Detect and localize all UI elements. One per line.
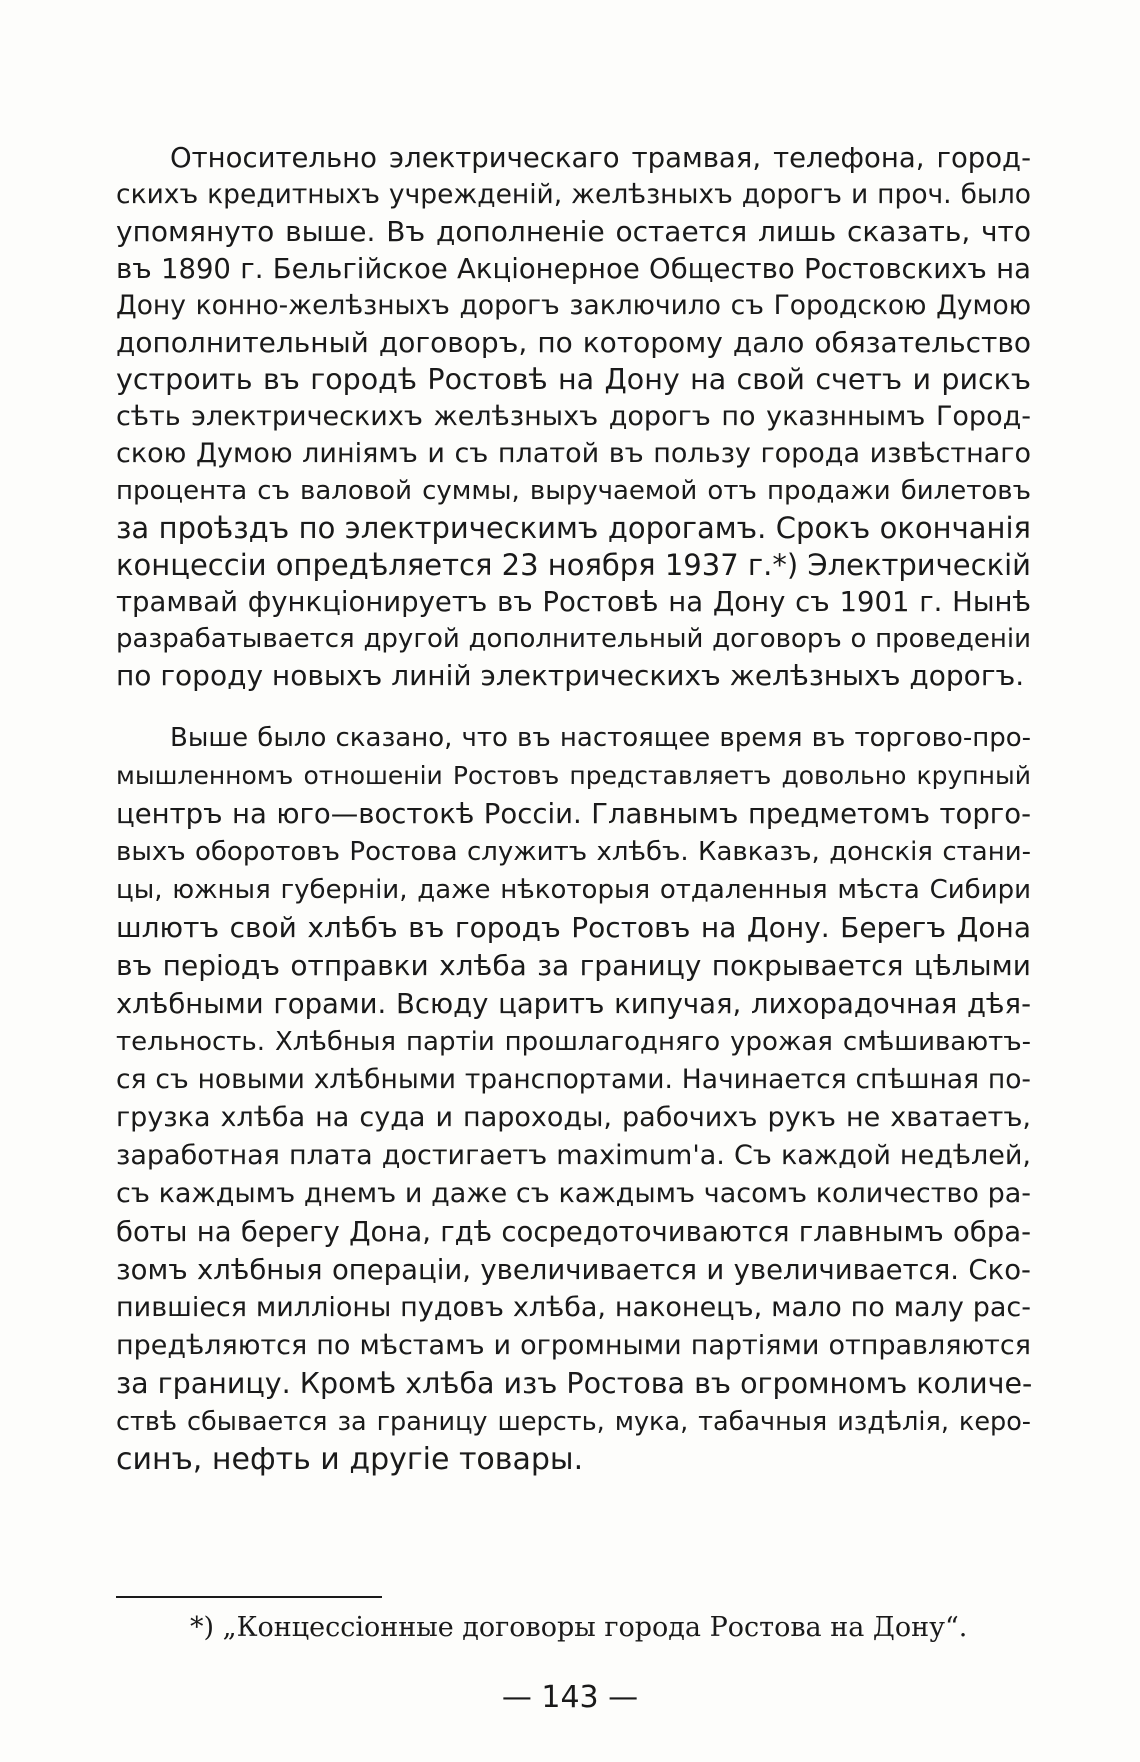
text-line: предѣляются по мѣстамъ и огромными партіями отправляются <box>116 1330 1031 1361</box>
text-line: выхъ оборотовъ Ростова служитъ хлѣбъ. Кавказъ, донскія стани- <box>116 837 1031 867</box>
text-line: центръ на юго—востокѣ Россіи. Главнымъ предметомъ торго- <box>116 798 1031 830</box>
text-line: тельность. Хлѣбныя партіи прошлагодняго урожая смѣшиваютъ- <box>116 1027 1031 1057</box>
text-line: трамвай функціонируетъ въ Ростовѣ на Дону съ 1901 г. Нынѣ <box>116 586 1031 618</box>
text-line: процента съ валовой суммы, выручаемой отъ продажи билетовъ <box>116 476 1031 506</box>
text-line: мышленномъ отношеніи Ростовъ представляетъ довольно крупный <box>116 761 1031 790</box>
text-line: разрабатывается другой дополнительный договоръ о проведеніи <box>116 624 1031 654</box>
text-line: шлютъ свой хлѣбъ въ городъ Ростовъ на Дону. Берегъ Дона <box>116 911 1031 944</box>
text-line: заработная плата достигаетъ maximum'а. Съ каждой недѣлей, <box>116 1140 1031 1171</box>
text-line: хлѣбными горами. Всюду царитъ кипучая, лихорадочная дѣя- <box>116 988 1031 1020</box>
text-line: Выше было сказано, что въ настоящее время въ торгово-про- <box>170 723 1031 753</box>
footnote-divider <box>116 1596 382 1598</box>
text-line: грузка хлѣба на суда и пароходы, рабочихъ рукъ не хватаетъ, <box>116 1102 1031 1133</box>
text-line: ствѣ сбывается за границу шерсть, мука, табачныя издѣлія, керо- <box>116 1407 1031 1437</box>
text-line: по городу новыхъ линій электрическихъ желѣзныхъ дорогъ. <box>116 659 1025 692</box>
text-line: Относительно электрическаго трамвая, телефона, город- <box>170 142 1031 174</box>
text-line: сѣть электрическихъ желѣзныхъ дорогъ по указннымъ Город- <box>116 401 1031 432</box>
text-line: цы, южныя губерніи, даже нѣкоторыя отдаленныя мѣста Сибири <box>116 875 1031 905</box>
text-line: концессіи опредѣляется 23 ноября 1937 г.*) Электрическій <box>116 548 1031 582</box>
text-line: скою Думою линіямъ и съ платой въ пользу города извѣстнаго <box>116 438 1031 469</box>
text-line: въ періодъ отправки хлѣба за границу покрывается цѣлыми <box>116 949 1031 982</box>
text-line: ся съ новыми хлѣбными транспортами. Начинается спѣшная по- <box>116 1064 1031 1095</box>
text-line: съ каждымъ днемъ и даже съ каждымъ часомъ количество ра- <box>116 1178 1031 1209</box>
footnote: *) „Концессіонные договоры города Ростова на Дону“. <box>190 1612 968 1643</box>
text-line: пившіеся милліоны пудовъ хлѣба, наконецъ, мало по малу рас- <box>116 1292 1031 1323</box>
text-line: устроить въ городѣ Ростовѣ на Дону на свой счетъ и рискъ <box>116 363 1031 396</box>
text-line: зомъ хлѣбныя операціи, увеличивается и увеличивается. Ско- <box>116 1254 1031 1286</box>
text-line: упомянуто выше. Въ дополненіе остается лишь сказать, что <box>116 215 1031 248</box>
text-line: за границу. Кромѣ хлѣба изъ Ростова въ огромномъ количе- <box>116 1367 1033 1400</box>
text-line: Дону конно-желѣзныхъ дорогъ заключило съ Городскою Думою <box>116 290 1031 321</box>
text-line: дополнительный договоръ, по которому дало обязательство <box>116 326 1031 359</box>
page-number: — 143 — <box>501 1680 639 1715</box>
text-line: въ 1890 г. Бельгійское Акціонерное Общество Ростовскихъ на <box>116 253 1031 285</box>
text-line: за проѣздъ по электрическимъ дорогамъ. Срокъ окончанія <box>116 511 1031 545</box>
text-line: синъ, нефть и другіе товары. <box>116 1442 584 1477</box>
text-line: боты на берегу Дона, гдѣ сосредоточиваются главнымъ обра- <box>116 1216 1031 1248</box>
text-line: скихъ кредитныхъ учрежденій, желѣзныхъ дорогъ и проч. было <box>116 179 1031 210</box>
